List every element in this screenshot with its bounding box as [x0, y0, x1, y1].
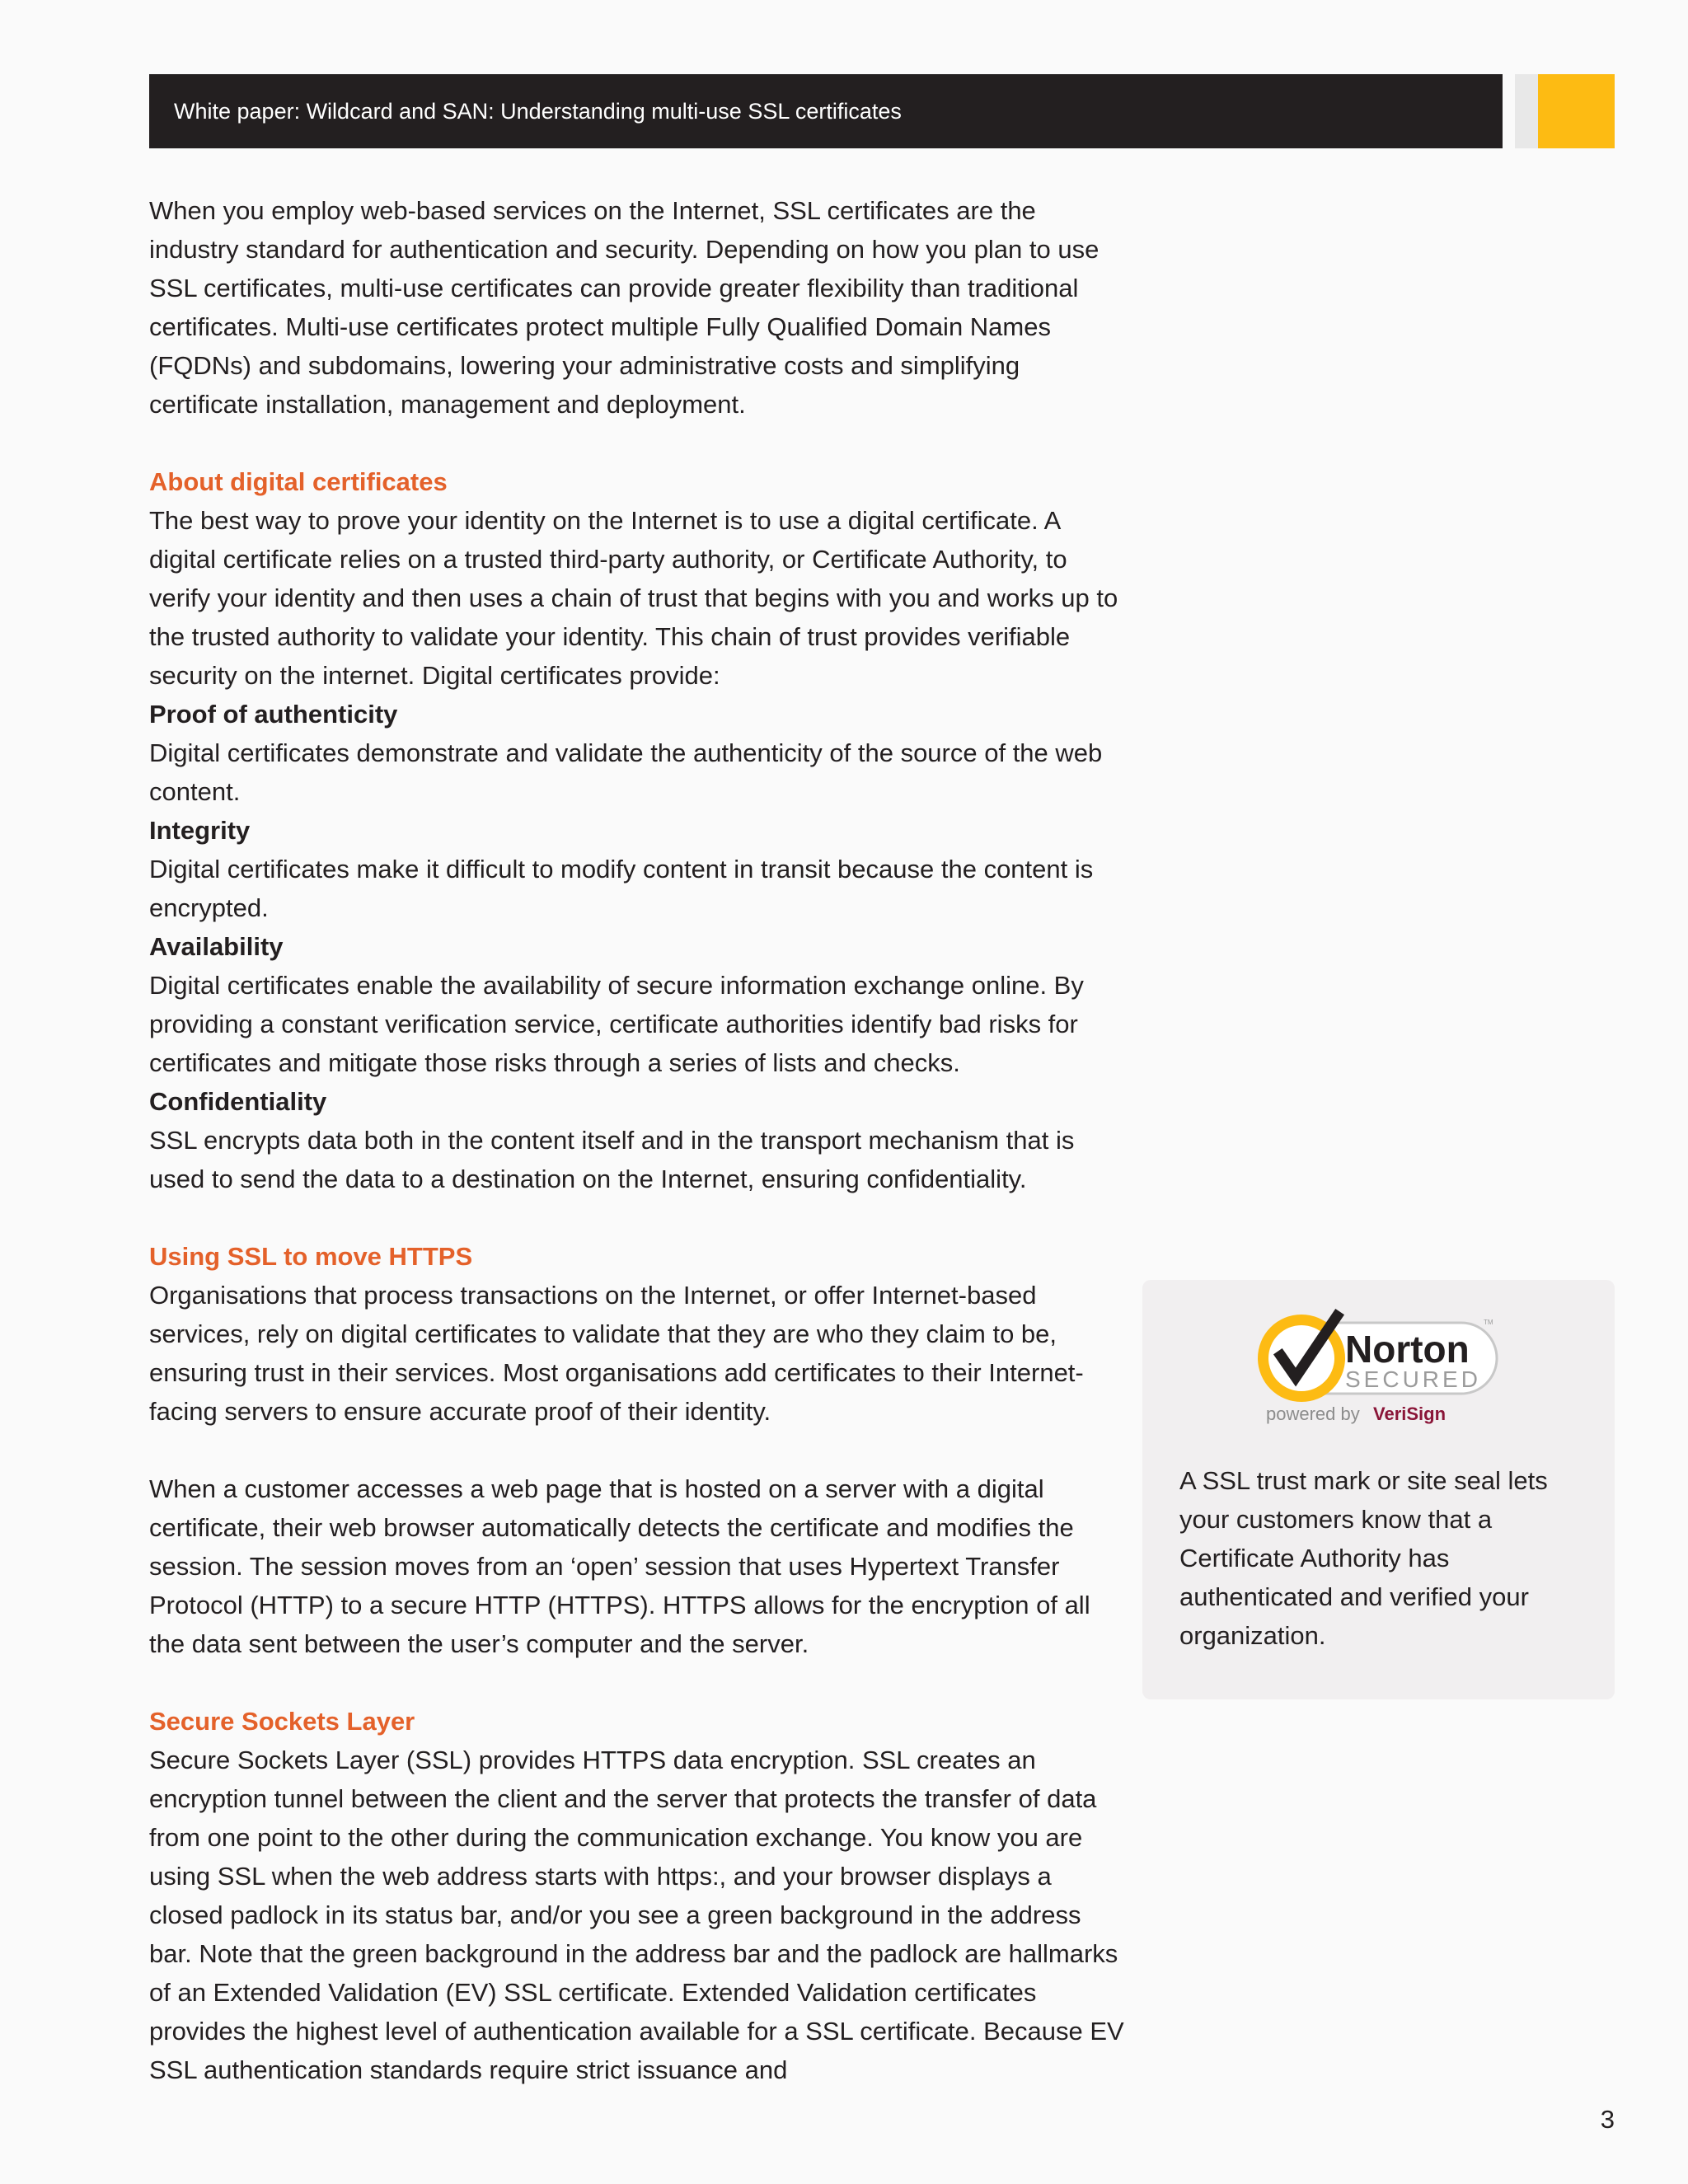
integrity-paragraph: Digital certificates make it difficult to modify content in transit because the content is encrypted. [149, 855, 1094, 922]
spacer [149, 424, 1130, 462]
proof-paragraph: Digital certificates demonstrate and validate the authenticity of the source of the web content. [149, 738, 1103, 806]
spacer [149, 1198, 1130, 1237]
header-title: White paper: Wildcard and SAN: Understanding multi-use SSL certificates [174, 99, 902, 124]
availability-paragraph: Digital certificates enable the availability of secure information exchange online. By providing a constant verification service, certificate authorities identify bad risks for certificates and mitigate those risks through a series of lists and checks. [149, 971, 1084, 1077]
subheading-integrity: Integrity [149, 816, 251, 845]
header-bar [149, 74, 1503, 148]
section-heading-ssl: Secure Sockets Layer [149, 1707, 415, 1736]
https-paragraph-1: Organisations that process transactions on the Internet, or offer Internet-based services, rely on digital certificates to validate that they are who they claim to be, ensuring trust in their services. Most organisations add certificates to their Internet-facing servers to ensure accurate proof of their identity. [149, 1281, 1084, 1426]
sidebar-callout [1142, 1280, 1615, 1699]
seal-secured: SECURED [1345, 1366, 1481, 1392]
main-content [149, 191, 1130, 2089]
section-heading-https: Using SSL to move HTTPS [149, 1242, 473, 1271]
header-accent-gray [1515, 74, 1538, 148]
seal-powered-by: powered by [1266, 1404, 1360, 1424]
subheading-availability: Availability [149, 932, 284, 961]
spacer [149, 1431, 1130, 1469]
ssl-paragraph: Secure Sockets Layer (SSL) provides HTTPS data encryption. SSL creates an encryption tunnel between the client and the server that protects the transfer of data from one point to the other during the communication exchange. You know you are using SSL when the web address starts with https:, and your browser displays a closed padlock in its status bar, and/or you see a green background in the address bar. Note that the green background in the address bar and the padlock are hallmarks of an Extended Validation (EV) SSL certificate. Extended Validation certificates provides the highest level of authentication available for a SSL certificate. Because EV SSL authentication standards require strict issuance and [149, 1746, 1124, 2084]
intro-paragraph: When you employ web-based services on the Internet, SSL certificates are the industry standard for authentication and security. Depending on how you plan to use SSL certificates, multi-use certificates can provide greater flexibility than traditional certificates. Multi-use certificates protect multiple Fully Qualified Domain Names (FQDNs) and subdomains, lowering your administrative costs and simplifying certificate installation, management and deployment. [149, 196, 1100, 419]
page-number: 3 [1600, 2105, 1615, 2134]
norton-secured-seal [1248, 1305, 1512, 1428]
sidebar-caption: A SSL trust mark or site seal lets your customers know that a Certificate Authority has authenticated and verified your organization. [1179, 1466, 1548, 1650]
https-paragraph-2: When a customer accesses a web page that is hosted on a server with a digital certificate, their web browser automatically detects the certificate and modifies the session. The session moves from an ‘open’ session that uses Hypertext Transfer Protocol (HTTP) to a secure HTTP (HTTPS). HTTPS allows for the encryption of all the data sent between the user’s computer and the server. [149, 1474, 1090, 1658]
about-paragraph: The best way to prove your identity on the Internet is to use a digital certificate. A digital certificate relies on a trusted third-party authority, or Certificate Authority, to verify your identity and then uses a chain of trust that begins with you and works up to the trusted authority to validate your identity. This chain of trust provides verifiable security on the internet. Digital certificates provide: [149, 506, 1118, 690]
seal-trademark: TM [1484, 1319, 1493, 1326]
subheading-confidentiality: Confidentiality [149, 1087, 327, 1116]
header-accent-yellow [1538, 74, 1615, 148]
confidentiality-paragraph: SSL encrypts data both in the content itself and in the transport mechanism that is used to send the data to a destination on the Internet, ensuring confidentiality. [149, 1126, 1075, 1193]
seal-verisign: VeriSign [1373, 1404, 1447, 1424]
section-heading-about: About digital certificates [149, 467, 448, 496]
subheading-proof: Proof of authenticity [149, 700, 398, 729]
spacer [149, 1663, 1130, 1702]
seal-brand: Norton [1345, 1328, 1470, 1371]
